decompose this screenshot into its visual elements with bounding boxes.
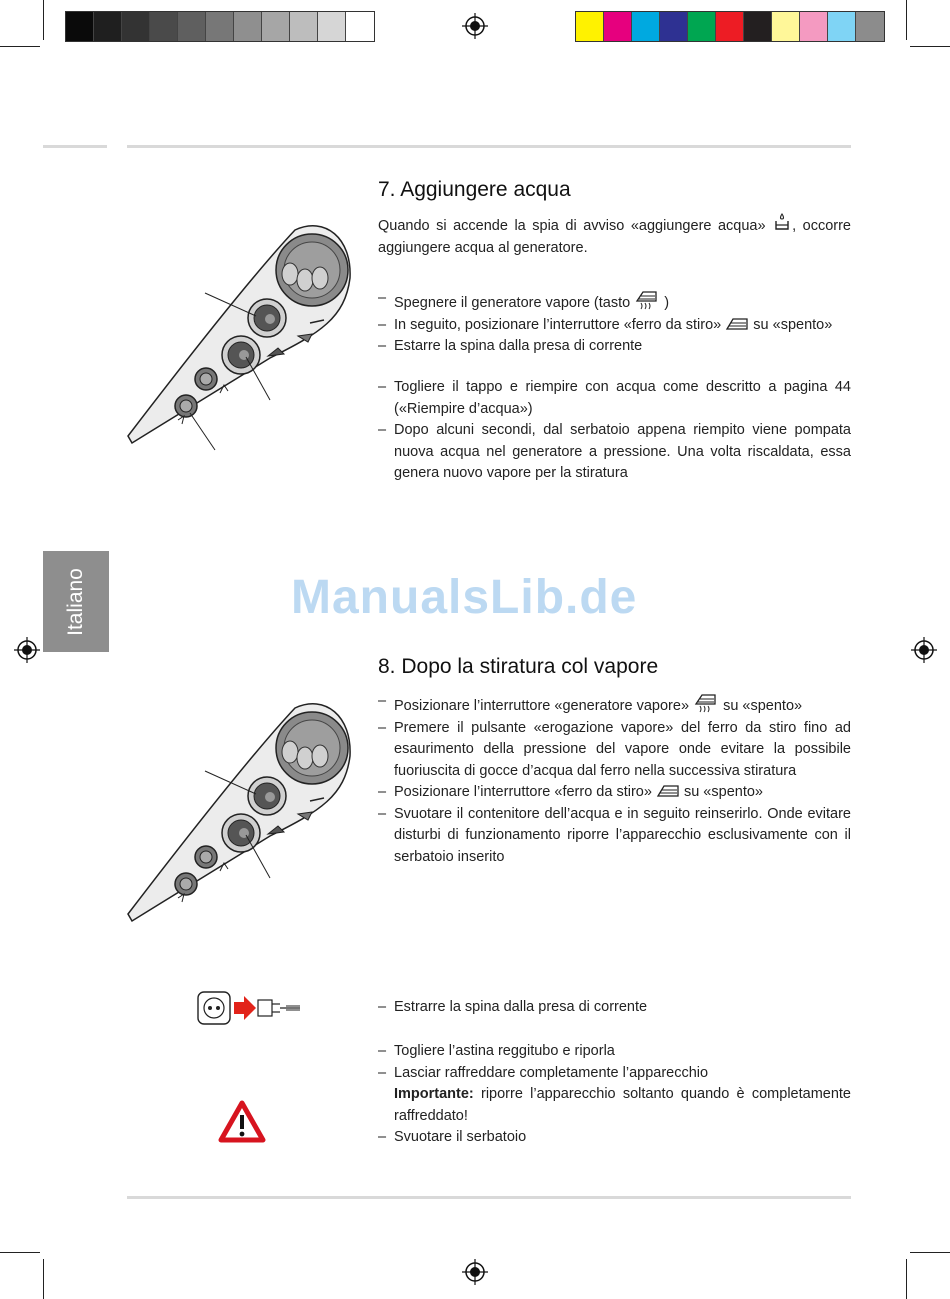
section-7-steps-b bbox=[378, 377, 851, 485]
color-swatch bbox=[856, 12, 884, 41]
list-item: – Lasciar raffreddare completamente l’apparecchio bbox=[378, 1063, 851, 1085]
crop-mark bbox=[0, 1252, 40, 1253]
section-7-title: 7. Aggiungere acqua bbox=[378, 178, 571, 201]
steam-iron-icon bbox=[634, 288, 660, 310]
list-item: – Estarre la spina dalla presa di corrente bbox=[378, 336, 851, 358]
crop-mark bbox=[906, 0, 907, 40]
crop-mark bbox=[43, 1259, 44, 1299]
header-rule-left bbox=[43, 145, 107, 148]
list-item: – Estrarre la spina dalla presa di corrente bbox=[378, 997, 851, 1019]
color-swatch bbox=[346, 12, 374, 41]
color-swatch bbox=[94, 12, 122, 41]
section-8-title: 8. Dopo la stiratura col vapore bbox=[378, 655, 659, 678]
color-swatch bbox=[604, 12, 632, 41]
list-item: – Togliere il tappo e riempire con acqua come descritto a pagina 44 («Riempire d’acqua») bbox=[378, 377, 851, 420]
list-item: – Dopo alcuni secondi, dal serbatoio appena riempito viene pompata nuova acqua nel generatore a pressione. Una volta riscaldata, essa genera nuovo vapore per la stiratura bbox=[378, 420, 851, 485]
iron-icon bbox=[725, 316, 749, 332]
footer-rule bbox=[127, 1196, 851, 1199]
color-swatch bbox=[290, 12, 318, 41]
language-tab-label: Italiano bbox=[64, 567, 87, 636]
unplug-step bbox=[378, 997, 851, 1019]
color-calibration-bar bbox=[575, 11, 885, 42]
final-steps bbox=[378, 1041, 851, 1149]
color-swatch bbox=[688, 12, 716, 41]
registration-mark-icon bbox=[14, 637, 40, 663]
watermark: ManualsLib.de bbox=[291, 571, 638, 624]
list-item: – Togliere l’astina reggitubo e riporla bbox=[378, 1041, 851, 1063]
color-swatch bbox=[800, 12, 828, 41]
color-swatch bbox=[318, 12, 346, 41]
color-swatch bbox=[576, 12, 604, 41]
important-note: Importante: riporre l’apparecchio soltanto quando è completamente raffreddato! bbox=[394, 1086, 851, 1124]
color-swatch bbox=[262, 12, 290, 41]
intro-text-a: Quando si accende la spia di avviso «aggiungere acqua» bbox=[378, 218, 766, 234]
water-tank-icon bbox=[772, 213, 792, 233]
crop-mark bbox=[910, 1252, 950, 1253]
list-item: – Spegnere il generatore vapore (tasto ) bbox=[378, 288, 851, 315]
color-swatch bbox=[122, 12, 150, 41]
registration-mark-icon bbox=[462, 1259, 488, 1285]
unplug-icon bbox=[196, 988, 306, 1028]
color-swatch bbox=[206, 12, 234, 41]
color-swatch bbox=[744, 12, 772, 41]
list-item: – Svuotare il contenitore dell’acqua e in seguito reinserirlo. Onde evitare disturbi di funzionamento riporre l’apparecchio esclusivamente con il serbatoio inserito bbox=[378, 804, 851, 869]
iron-icon bbox=[656, 783, 680, 799]
control-panel-illustration bbox=[120, 218, 360, 458]
registration-mark-icon bbox=[462, 13, 488, 39]
color-swatch bbox=[660, 12, 688, 41]
color-swatch bbox=[66, 12, 94, 41]
color-swatch bbox=[632, 12, 660, 41]
crop-mark bbox=[43, 0, 44, 40]
section-8-steps bbox=[378, 691, 851, 868]
intro-text-b: , occorre aggiungere acqua al generatore. bbox=[378, 218, 851, 256]
color-swatch bbox=[178, 12, 206, 41]
steam-iron-icon bbox=[693, 691, 719, 713]
section-7-steps-a bbox=[378, 288, 851, 358]
crop-mark bbox=[0, 46, 40, 47]
color-swatch bbox=[234, 12, 262, 41]
warning-icon bbox=[218, 1100, 266, 1144]
color-swatch bbox=[828, 12, 856, 41]
registration-mark-icon bbox=[911, 637, 937, 663]
crop-mark bbox=[906, 1259, 907, 1299]
color-swatch bbox=[150, 12, 178, 41]
color-swatch bbox=[716, 12, 744, 41]
control-panel-illustration bbox=[120, 696, 360, 936]
header-rule bbox=[127, 145, 851, 148]
color-swatch bbox=[772, 12, 800, 41]
section-7-intro bbox=[378, 213, 851, 259]
list-item: – Posizionare l’interruttore «ferro da stiro» su «spento» bbox=[378, 782, 851, 804]
list-item: – Posizionare l’interruttore «generatore vapore» su «spento» bbox=[378, 691, 851, 718]
crop-mark bbox=[910, 46, 950, 47]
list-item: – Svuotare il serbatoio bbox=[378, 1127, 851, 1149]
list-item: – In seguito, posizionare l’interruttore «ferro da stiro» su «spento» bbox=[378, 315, 851, 337]
list-item: – Premere il pulsante «erogazione vapore» del ferro da stiro fino ad esaurimento della pressione del vapore onde evitare la possibile fuoriuscita di gocce d’acqua dal ferro nella successiva stiratura bbox=[378, 718, 851, 783]
grayscale-color-bar bbox=[65, 11, 375, 42]
language-tab bbox=[43, 551, 109, 652]
